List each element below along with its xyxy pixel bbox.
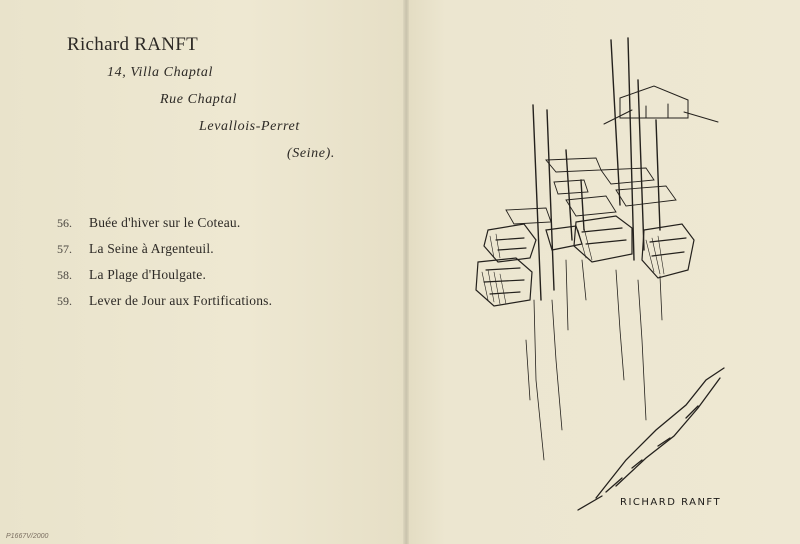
boats-sketch — [406, 0, 800, 544]
foreground-bank — [578, 368, 724, 510]
hut-drawing — [604, 86, 718, 124]
work-number: 57. — [57, 242, 72, 256]
address-line-1: 14, Villa Chaptal — [107, 65, 213, 80]
artist-name: Richard RANFT — [67, 34, 199, 55]
work-title: La Seine à Argenteuil. — [89, 241, 214, 256]
artist-signature: RICHARD RANFT — [620, 497, 722, 508]
work-title: Lever de Jour aux Fortifications. — [89, 293, 273, 308]
distant-boats — [506, 158, 676, 224]
work-number: 59. — [57, 294, 72, 308]
list-item — [57, 267, 272, 293]
work-title: La Plage d'Houlgate. — [89, 267, 207, 282]
work-number: 56. — [57, 216, 72, 230]
work-title: Buée d'hiver sur le Coteau. — [89, 215, 241, 230]
address-line-3: Levallois-Perret — [199, 119, 300, 134]
address-line-4: (Seine). — [287, 146, 335, 161]
address-line-2: Rue Chaptal — [160, 92, 237, 107]
list-item — [57, 241, 272, 267]
inventory-stamp: P1667V/2000 — [6, 533, 49, 540]
work-number: 58. — [57, 268, 72, 282]
works-list — [57, 215, 272, 319]
list-item — [57, 293, 272, 319]
reflections — [526, 260, 662, 460]
list-item — [57, 215, 272, 241]
